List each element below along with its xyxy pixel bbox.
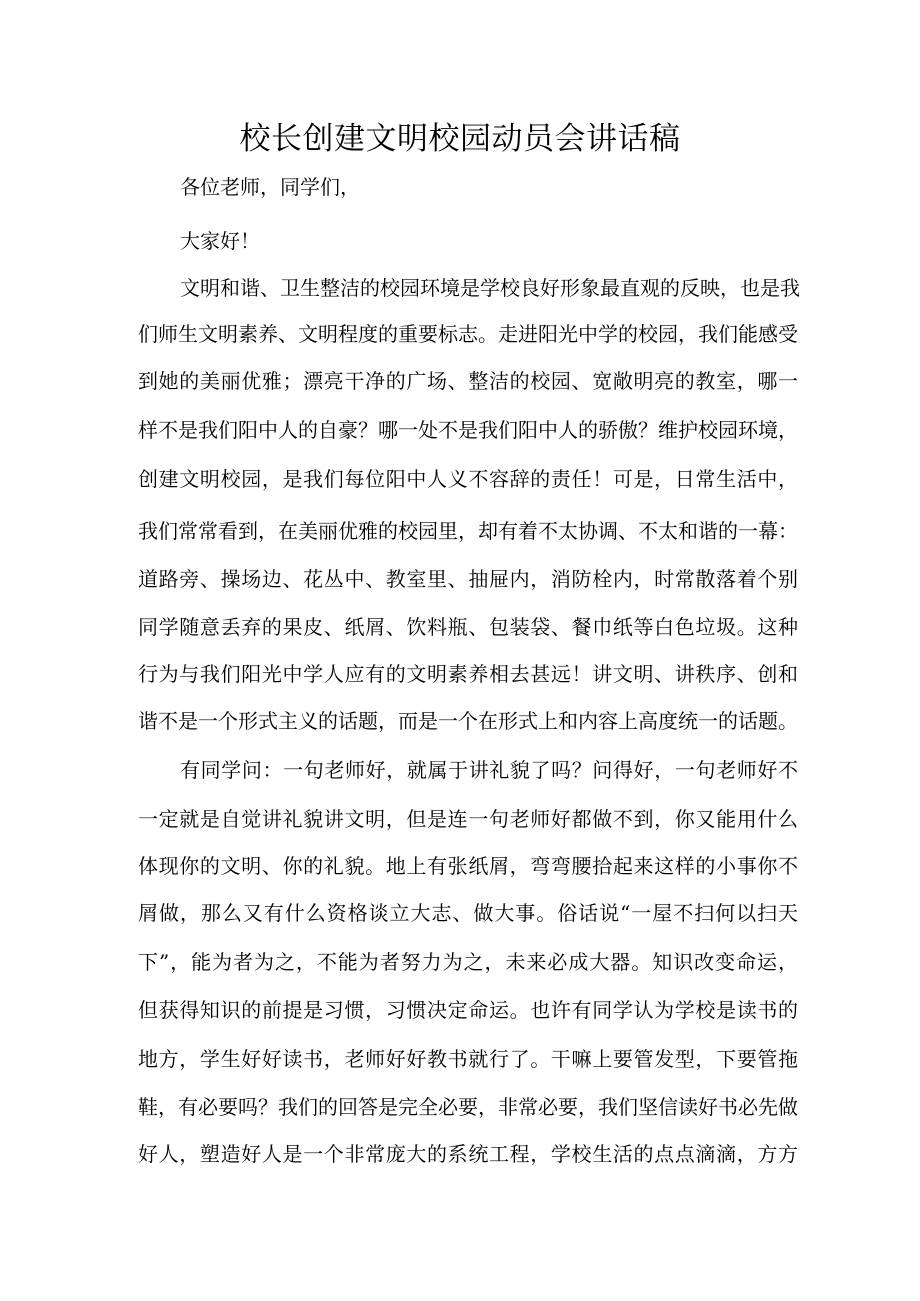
paragraph-line: 到她的美丽优雅；漂亮干净的广场、整洁的校园、宽敞明亮的教室，哪一 xyxy=(138,369,798,393)
paragraph-line: 我们常常看到，在美丽优雅的校园里，却有着不太协调、不太和谐的一幕： xyxy=(138,519,798,543)
paragraph-line: 屑做，那么又有什么资格谈立大志、做大事。俗话说“一屋不扫何以扫天 xyxy=(138,901,798,925)
paragraph-line: 同学随意丢弃的果皮、纸屑、饮料瓶、包装袋、餐巾纸等白色垃圾。这种 xyxy=(138,615,798,639)
paragraph-line: 地方，学生好好读书，老师好好教书就行了。干嘛上要管发型，下要管拖 xyxy=(138,1047,798,1071)
greeting-line: 大家好！ xyxy=(180,229,260,253)
paragraph-line: 谐不是一个形式主义的话题，而是一个在形式上和内容上高度统一的话题。 xyxy=(138,709,798,733)
paragraph-line: 道路旁、操场边、花丛中、教室里、抽屉内，消防栓内，时常散落着个别 xyxy=(138,567,798,591)
paragraph-line: 创建文明校园，是我们每位阳中人义不容辞的责任！可是，日常生活中， xyxy=(138,467,798,491)
paragraph-line: 行为与我们阳光中学人应有的文明素养相去甚远！讲文明、讲秩序、创和 xyxy=(138,662,798,686)
paragraph-line: 有同学问：一句老师好，就属于讲礼貌了吗？问得好，一句老师好不 xyxy=(180,758,798,782)
paragraph-line: 们师生文明素养、文明程度的重要标志。走进阳光中学的校园，我们能感受 xyxy=(138,322,798,346)
paragraph-line: 一定就是自觉讲礼貌讲文明，但是连一句老师好都做不到，你又能用什么 xyxy=(138,807,798,831)
paragraph-line: 但获得知识的前提是习惯，习惯决定命运。也许有同学认为学校是读书的 xyxy=(138,998,798,1022)
greeting-line: 各位老师，同学们， xyxy=(180,175,360,199)
paragraph-line: 体现你的文明、你的礼貌。地上有张纸屑，弯弯腰拾起来这样的小事你不 xyxy=(138,854,798,878)
document-title: 校长创建文明校园动员会讲话稿 xyxy=(239,121,681,157)
paragraph-line: 鞋，有必要吗？我们的回答是完全必要，非常必要，我们坚信读好书必先做 xyxy=(138,1095,798,1119)
paragraph-line: 好人，塑造好人是一个非常庞大的系统工程，学校生活的点点滴滴，方方 xyxy=(138,1142,798,1166)
paragraph-line: 样不是我们阳中人的自豪？哪一处不是我们阳中人的骄傲？维护校园环境， xyxy=(138,418,798,442)
paragraph-line: 文明和谐、卫生整洁的校园环境是学校良好形象最直观的反映，也是我 xyxy=(180,276,800,300)
paragraph-line: 下”，能为者为之，不能为者努力为之，未来必成大器。知识改变命运， xyxy=(138,950,798,974)
